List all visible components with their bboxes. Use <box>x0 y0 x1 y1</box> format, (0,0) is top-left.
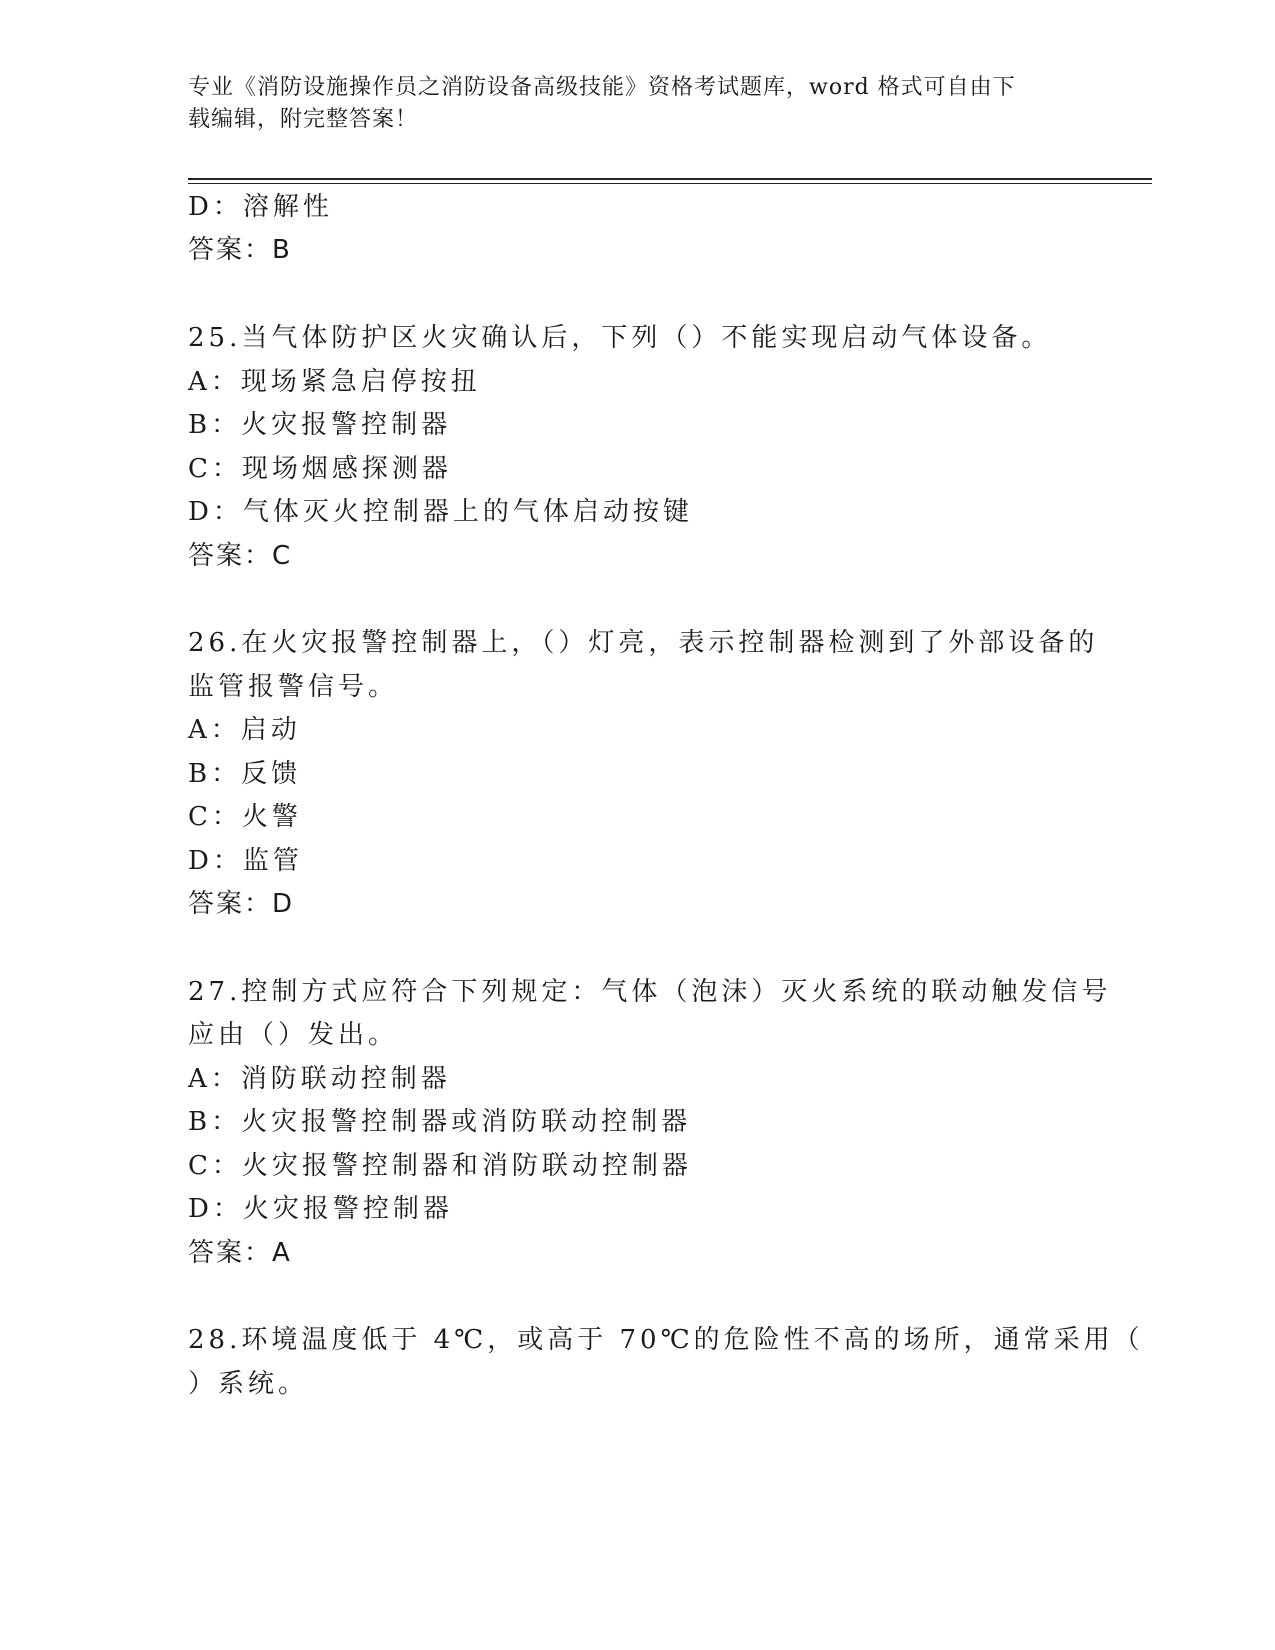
header-line-1: 专业《消防设施操作员之消防设备高级技能》资格考试题库，word 格式可自由下 <box>188 75 1016 100</box>
question-stem: 26.在火灾报警控制器上，（）灯亮，表示控制器检测到了外部设备的 <box>188 628 1099 658</box>
option-b: B：火灾报警控制器或消防联动控制器 <box>188 1107 692 1137</box>
option-c: C：现场烟感探测器 <box>188 454 452 484</box>
answer: 答案：A <box>188 1238 292 1268</box>
option-c: C：火警 <box>188 802 302 832</box>
answer-prev: 答案：B <box>188 235 292 265</box>
answer: 答案：C <box>188 541 293 571</box>
option-b: B：反馈 <box>188 759 302 789</box>
option-d: D：火灾报警控制器 <box>188 1194 453 1224</box>
header-divider-thin <box>188 183 1152 184</box>
option-b: B：火灾报警控制器 <box>188 410 452 440</box>
option-a: A：消防联动控制器 <box>188 1064 451 1094</box>
document-header <box>188 72 1068 136</box>
question-stem: 28.环境温度低于 4℃，或高于 70℃的危险性不高的场所，通常采用（ <box>188 1325 1144 1355</box>
question-stem-cont: 监管报警信号。 <box>188 672 399 702</box>
answer: 答案：D <box>188 889 295 919</box>
question-stem: 27.控制方式应符合下列规定：气体（泡沫）灭火系统的联动触发信号 <box>188 977 1112 1007</box>
option-a: A：启动 <box>188 715 301 745</box>
option-c: C：火灾报警控制器和消防联动控制器 <box>188 1151 692 1181</box>
question-stem-cont: 应由（）发出。 <box>188 1020 399 1050</box>
option-d: D：气体灭火控制器上的气体启动按键 <box>188 497 693 527</box>
option-d-prev: D：溶解性 <box>188 192 333 222</box>
header-divider <box>188 178 1152 180</box>
question-stem-cont: ）系统。 <box>188 1369 309 1399</box>
question-stem: 25.当气体防护区火灾确认后，下列（）不能实现启动气体设备。 <box>188 323 1052 353</box>
option-a: A：现场紧急启停按扭 <box>188 367 481 397</box>
option-d: D：监管 <box>188 846 303 876</box>
header-line-2: 载编辑，附完整答案！ <box>188 107 419 132</box>
